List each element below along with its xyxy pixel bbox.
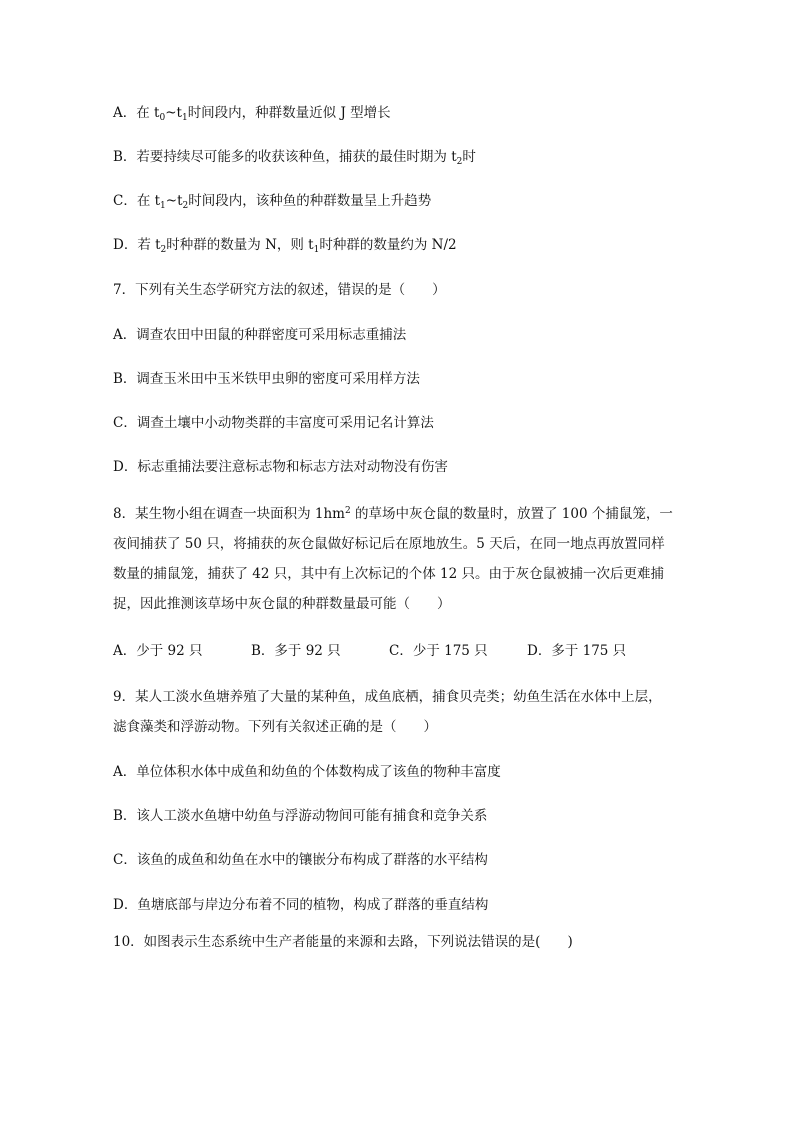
q6-option-d <box>113 237 682 253</box>
text: ~t <box>165 105 182 121</box>
q7-option-c: C．调查土壤中小动物类群的丰富度可采用记名计算法 <box>113 415 434 431</box>
subscript: 0 <box>159 113 166 123</box>
subscript: 1 <box>313 245 320 255</box>
text: 时间段内，种群数量近似 J 型增长 <box>187 105 391 121</box>
q9-option-c: C．该鱼的成鱼和幼鱼在水中的镶嵌分布构成了群落的水平结构 <box>113 852 488 868</box>
text: 时 <box>462 149 476 165</box>
text: 时种群的数量为 N，则 t <box>166 237 314 253</box>
q8-stem-line-1 <box>113 499 683 529</box>
q8-option-c: C．少于 175 只 <box>389 643 488 659</box>
text: 8．某生物小组在调查一块面积为 1hm <box>113 506 345 522</box>
q8-stem <box>113 499 683 619</box>
text: C．在 t <box>113 193 161 209</box>
subscript: 2 <box>182 201 189 211</box>
q9-option-b: B．该人工淡水鱼塘中幼鱼与浮游动物间可能有捕食和竞争关系 <box>113 808 488 824</box>
q9-stem-line-2: 滤食藻类和浮游动物。下列有关叙述正确的是（ ） <box>113 719 437 735</box>
q8-stem-line-4: 捉，因此推测该草场中灰仓鼠的种群数量最可能（ ） <box>113 596 451 612</box>
text: A．在 t <box>113 105 160 121</box>
q9-stem-line-1: 9．某人工淡水鱼塘养殖了大量的某种鱼，成鱼底栖，捕食贝壳类；幼鱼生活在水体中上层， <box>113 689 662 705</box>
q6-option-b <box>113 149 682 165</box>
q8-stem-line-3: 数量的捕鼠笼，捕获了 42 只，其中有上次标记的个体 12 只。由于灰仓鼠被捕一次后更难捕 <box>113 566 665 582</box>
q9-stem <box>113 682 683 742</box>
q8-option-d: D．多于 175 只 <box>527 643 627 659</box>
subscript: 2 <box>456 157 463 167</box>
text: D．若 t <box>113 237 161 253</box>
q6-option-a <box>113 105 682 121</box>
text: 时种群的数量约为 N/2 <box>319 237 457 253</box>
superscript: 2 <box>344 506 351 516</box>
q9-option-a: A．单位体积水体中成鱼和幼鱼的个体数构成了该鱼的物种丰富度 <box>113 764 501 780</box>
text: B．若要持续尽可能多的收获该种鱼，捕获的最佳时期为 t <box>113 149 457 165</box>
q6-option-c <box>113 193 682 209</box>
subscript: 1 <box>181 113 188 123</box>
q10-stem: 10．如图表示生态系统中生产者能量的来源和去路，下列说法错误的是( ) <box>113 934 573 950</box>
q7-stem: 7．下列有关生态学研究方法的叙述，错误的是（ ） <box>113 282 446 298</box>
subscript: 2 <box>160 245 167 255</box>
text: ~t <box>165 193 183 209</box>
q7-option-a: A．调查农田中田鼠的种群密度可采用标志重捕法 <box>113 327 407 343</box>
subscript: 1 <box>160 201 166 211</box>
q7-option-b: B．调查玉米田中玉米铁甲虫卵的密度可采用样方法 <box>113 371 420 387</box>
text: 时间段内，该种鱼的种群数量呈上升趋势 <box>188 193 432 209</box>
q8-option-a: A．少于 92 只 <box>113 643 203 659</box>
q7-option-d: D．标志重捕法要注意标志物和标志方法对动物没有伤害 <box>113 459 448 475</box>
q9-option-d: D．鱼塘底部与岸边分布着不同的植物，构成了群落的垂直结构 <box>113 897 489 913</box>
text: 的草场中灰仓鼠的数量时，放置了 100 个捕鼠笼，一 <box>350 506 673 522</box>
q8-stem-line-2: 夜间捕获了 50 只，将捕获的灰仓鼠做好标记后在原地放生。5 天后，在同一地点再放置同样 <box>113 536 665 552</box>
q8-option-b: B．多于 92 只 <box>251 643 341 659</box>
